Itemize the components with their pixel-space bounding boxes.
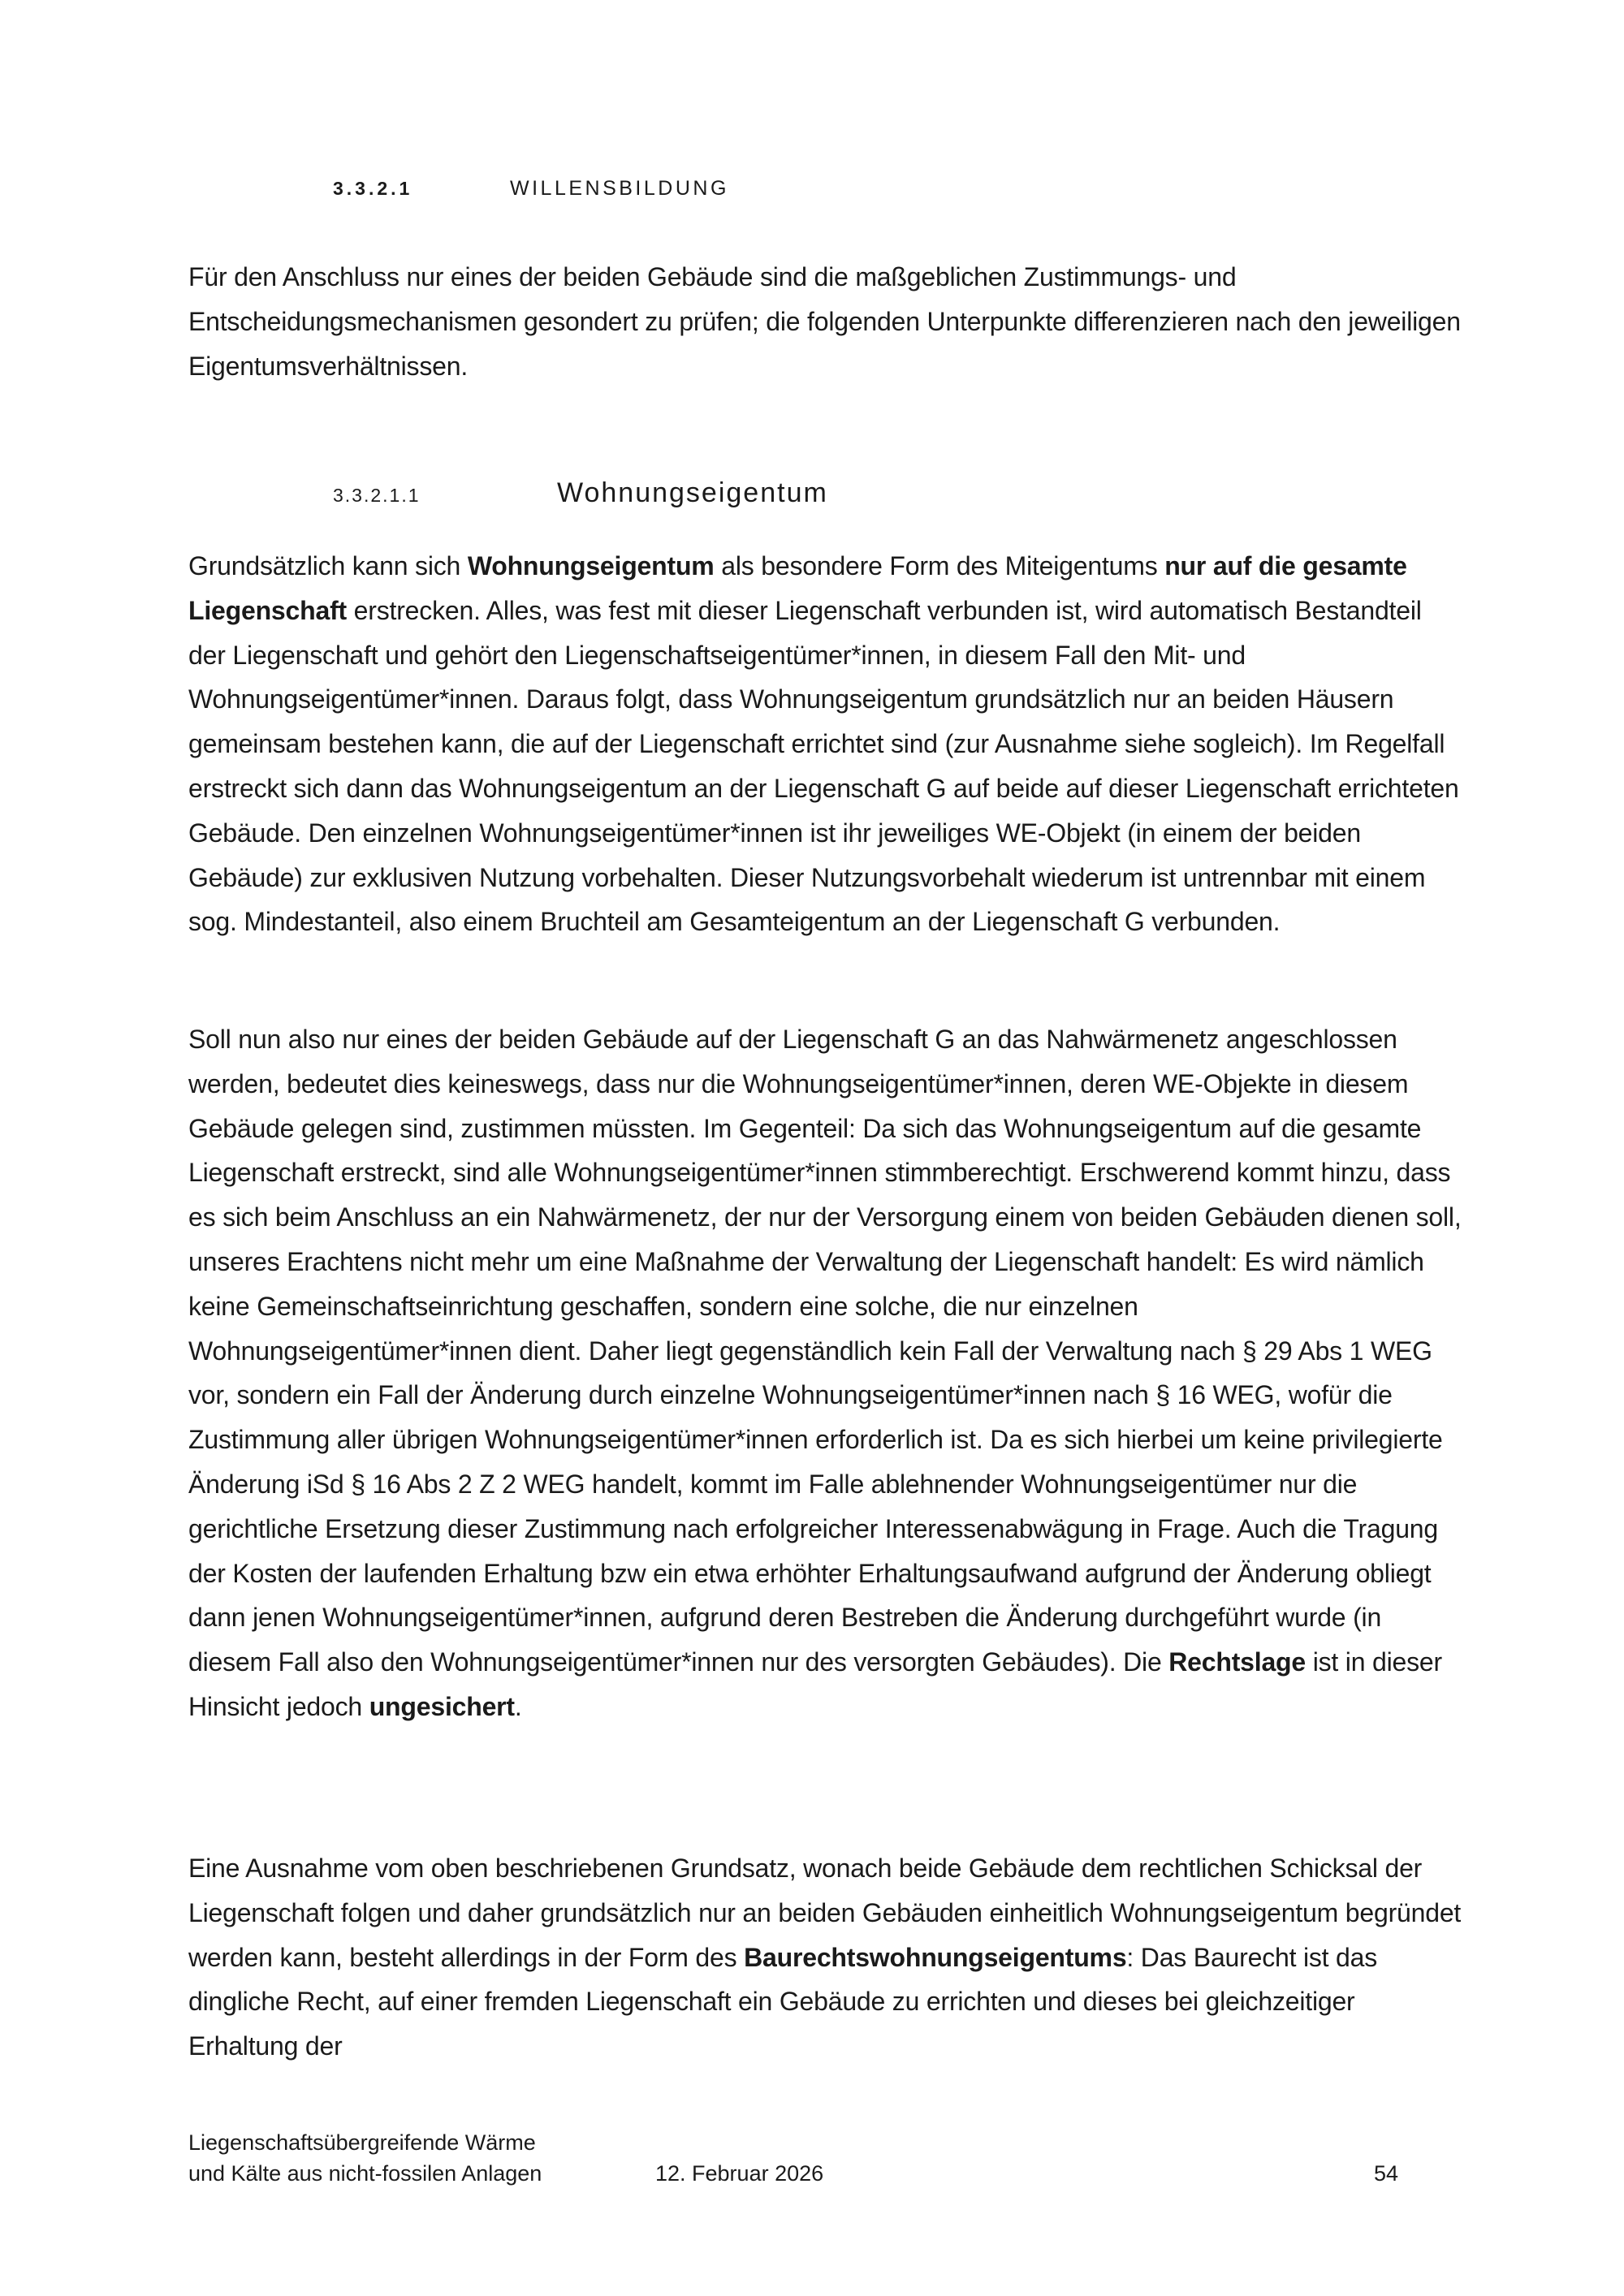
footer-title-line-2: und Kälte aus nicht-fossilen Anlagen bbox=[188, 2161, 542, 2186]
subsection-title: Wohnungseigentum bbox=[557, 477, 828, 508]
footer-date: 12. Februar 2026 bbox=[655, 2161, 824, 2186]
subsection-heading bbox=[333, 477, 828, 509]
paragraph-1-text-2: als besondere Form des Miteigentums bbox=[714, 551, 1165, 580]
paragraph-3-text-1: Eine Ausnahme vom oben beschriebenen Grundsatz, wonach beide Gebäude dem rechtlichen Schicksal der Liegenschaft folgen und daher grundsätzlich nur an beiden Gebäuden einheitlich Wohnungseigentum begründet werden kann, besteht allerdings in der Form des bbox=[188, 1854, 1462, 1972]
paragraph-2-bold-2: ungesichert bbox=[369, 1691, 515, 1721]
paragraph-1-text-1: Grundsätzlich kann sich bbox=[188, 551, 468, 580]
page-footer bbox=[188, 2127, 1406, 2192]
paragraph-2-text-2: ist in dieser Hinsicht jedoch bbox=[188, 1647, 1442, 1721]
footer-title-line-1: Liegenschaftsübergreifende Wärme bbox=[188, 2130, 536, 2155]
paragraph-3 bbox=[188, 1846, 1463, 2069]
page-number: 54 bbox=[1374, 2161, 1399, 2186]
intro-paragraph: Für den Anschluss nur eines der beiden Gebäude sind die maßgeblichen Zustimmungs- und Entscheidungsmechanismen gesondert zu prüfen; die folgenden Unterpunkte differenzieren nach den jeweiligen Eigentumsverhältnissen. bbox=[188, 262, 1461, 381]
section-title: WILLENSBILDUNG bbox=[510, 177, 729, 200]
subsection-number: 3.3.2.1.1 bbox=[333, 485, 421, 506]
paragraph-2-text-3: . bbox=[514, 1691, 522, 1721]
section-heading bbox=[333, 177, 729, 201]
section-number: 3.3.2.1 bbox=[333, 178, 413, 199]
paragraph-2 bbox=[188, 1017, 1463, 1729]
paragraph-1-bold-1: Wohnungseigentum bbox=[467, 551, 715, 580]
paragraph-1 bbox=[188, 544, 1463, 944]
paragraph-3-bold-1: Baurechtswohnungseigentums bbox=[744, 1942, 1127, 1972]
paragraph-1-text-3: erstrecken. Alles, was fest mit dieser Liegenschaft verbunden ist, wird automatisch Bestandteil der Liegenschaft und gehört den Liegenschaftseigentümer*innen, in diesem Fall den Mit- und Wohnungseigentümer*innen. Daraus folgt, dass Wohnungseigentum grundsätzlich nur an beiden Häusern gemeinsam bestehen kann, die auf der Liegenschaft errichtet sind (zur Ausnahme siehe sogleich). Im Regelfall erstreckt sich dann das Wohnungseigentum an der Liegenschaft G auf beide auf dieser Liegenschaft errichteten Gebäude. Den einzelnen Wohnungseigentümer*innen ist ihr jeweiliges WE-Objekt (in einem der beiden Gebäude) zur exklusiven Nutzung vorbehalten. Dieser Nutzungsvorbehalt wiederum ist untrennbar mit einem sog. Mindestanteil, also einem Bruchteil am Gesamteigentum an der Liegenschaft G verbunden. bbox=[188, 595, 1459, 937]
paragraph-2-text-1: Soll nun also nur eines der beiden Gebäude auf der Liegenschaft G an das Nahwärmenetz angeschlossen werden, bedeutet dies keineswegs, dass nur die Wohnungseigentümer*innen, deren WE-Objekte in diesem Gebäude gelegen sind, zustimmen müssten. Im Gegenteil: Da sich das Wohnungseigentum auf die gesamte Liegenschaft erstreckt, sind alle Wohnungseigentümer*innen stimmberechtigt. Erschwerend kommt hinzu, dass es sich beim Anschluss an ein Nahwärmenetz, der nur der Versorgung einem von beiden Gebäuden dienen soll, unseres Erachtens nicht mehr um eine Maßnahme der Verwaltung der Liegenschaft handelt: Es wird nämlich keine Gemeinschaftseinrichtung geschaffen, sondern eine solche, die nur einzelnen Wohnungseigentümer*innen dient. Daher liegt gegenständlich kein Fall der Verwaltung nach § 29 Abs 1 WEG vor, sondern ein Fall der Änderung durch einzelne Wohnungseigentümer*innen nach § 16 WEG, wofür die Zustimmung aller übrigen Wohnungseigentümer*innen erforderlich ist. Da es sich hierbei um keine privilegierte Änderung iSd § 16 Abs 2 Z 2 WEG handelt, kommt im Falle ablehnender Wohnungseigentümer nur die gerichtliche Ersetzung dieser Zustimmung nach erfolgreicher Interessenabwägung in Frage. Auch die Tragung der Kosten der laufenden Erhaltung bzw ein etwa erhöhter Erhaltungsaufwand aufgrund der Änderung obliegt dann jenen Wohnungseigentümer*innen, aufgrund deren Bestreben die Änderung durchgeführt wurde (in diesem Fall also den Wohnungseigentümer*innen nur des versorgten Gebäudes). Die bbox=[188, 1025, 1462, 1677]
footer-document-title bbox=[188, 2127, 643, 2189]
paragraph-3-text-2: : Das Baurecht ist das dingliche Recht, auf einer fremden Liegenschaft ein Gebäude zu errichten und dieses bei gleichzeitiger Erhaltung der bbox=[188, 1942, 1378, 2061]
paragraph-1-bold-2: nur auf die gesamte Liegenschaft bbox=[188, 551, 1407, 625]
paragraph-2-bold-1: Rechtslage bbox=[1168, 1647, 1306, 1677]
